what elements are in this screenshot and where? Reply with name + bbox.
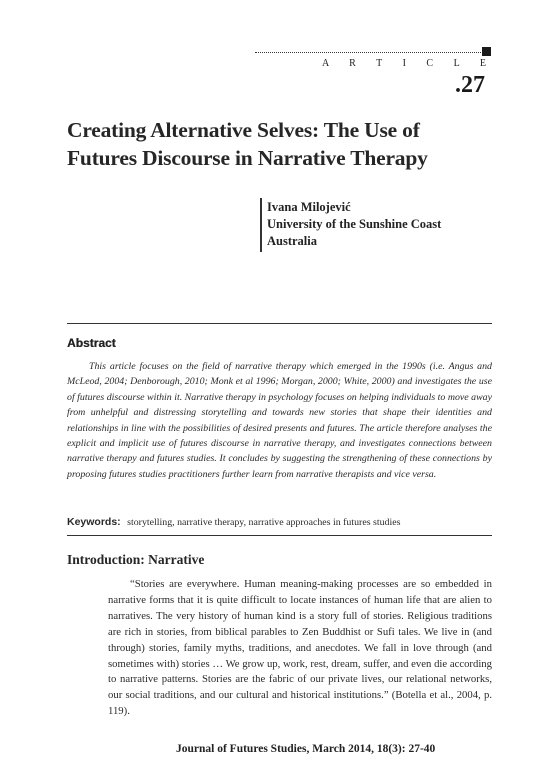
author-country: Australia bbox=[267, 234, 317, 248]
journal-footer: Journal of Futures Studies, March 2014, 18(3): 27-40 bbox=[176, 743, 436, 755]
keywords-line bbox=[67, 516, 492, 528]
author-block bbox=[267, 199, 441, 250]
header-square-mark bbox=[482, 47, 491, 56]
title-line-2: Futures Discourse in Narrative Therapy bbox=[67, 146, 428, 170]
section-label: A R T I C L E bbox=[322, 58, 495, 69]
keywords-label: Keywords: bbox=[67, 516, 121, 528]
title-line-1: Creating Alternative Selves: The Use of bbox=[67, 118, 420, 142]
introduction-heading: Introduction: Narrative bbox=[67, 552, 205, 567]
header-dotted-rule bbox=[255, 52, 483, 53]
author-affiliation: University of the Sunshine Coast bbox=[267, 217, 442, 231]
author-divider bbox=[260, 198, 262, 252]
abstract-heading: Abstract bbox=[67, 336, 116, 350]
abstract-text: This article focuses on the field of narrative therapy which emerged in the 1990s (i.e. Angus and McLeod, 2004; Denborough, 2010; Monk et al 1996; Morgan, 2000; White, 2000) and investigates the use of futures discourse within it. Narrative therapy in psychology focuses on helping individuals to move away from unhelpful and distressing storytelling and towards new stories that shape their identities and relationships in line with the possibilities of desired presents and futures. The article therefore analyses the explicit and implicit use of futures discourse in narrative therapy, and investigates connections between narrative therapy and futures studies. It concludes by suggesting the strengthening of these connections by proposing futures studies practitioners further learn from narrative therapists and vice versa. bbox=[67, 361, 492, 480]
article-number: .27 bbox=[455, 72, 485, 98]
article-title bbox=[67, 116, 497, 172]
keywords-bottom-rule bbox=[67, 535, 492, 536]
introduction-quote: “Stories are everywhere. Human meaning-making processes are so embedded in narrative forms that it is quite difficult to locate instances of human life that are alien to narratives. The very history of human kind is a story full of stories. Religious traditions are rich in stories, from biblical parables to Zen Buddhist or Sufi tales. We live in (and through) stories, family myths, traditions, and anecdotes. We fall in love through (and sometimes with) stories … We grow up, work, rest, dream, suffer, and even die according to narrative patterns. Stories are the fabric of our private lives, our relational networks, our social traditions, and our cultural and historical institutions.” (Botella et al., 2004, p. 119). bbox=[108, 578, 492, 718]
keywords-text: storytelling, narrative therapy, narrative approaches in futures studies bbox=[127, 517, 401, 528]
author-name: Ivana Milojević bbox=[267, 200, 351, 214]
abstract-top-rule bbox=[67, 323, 492, 324]
